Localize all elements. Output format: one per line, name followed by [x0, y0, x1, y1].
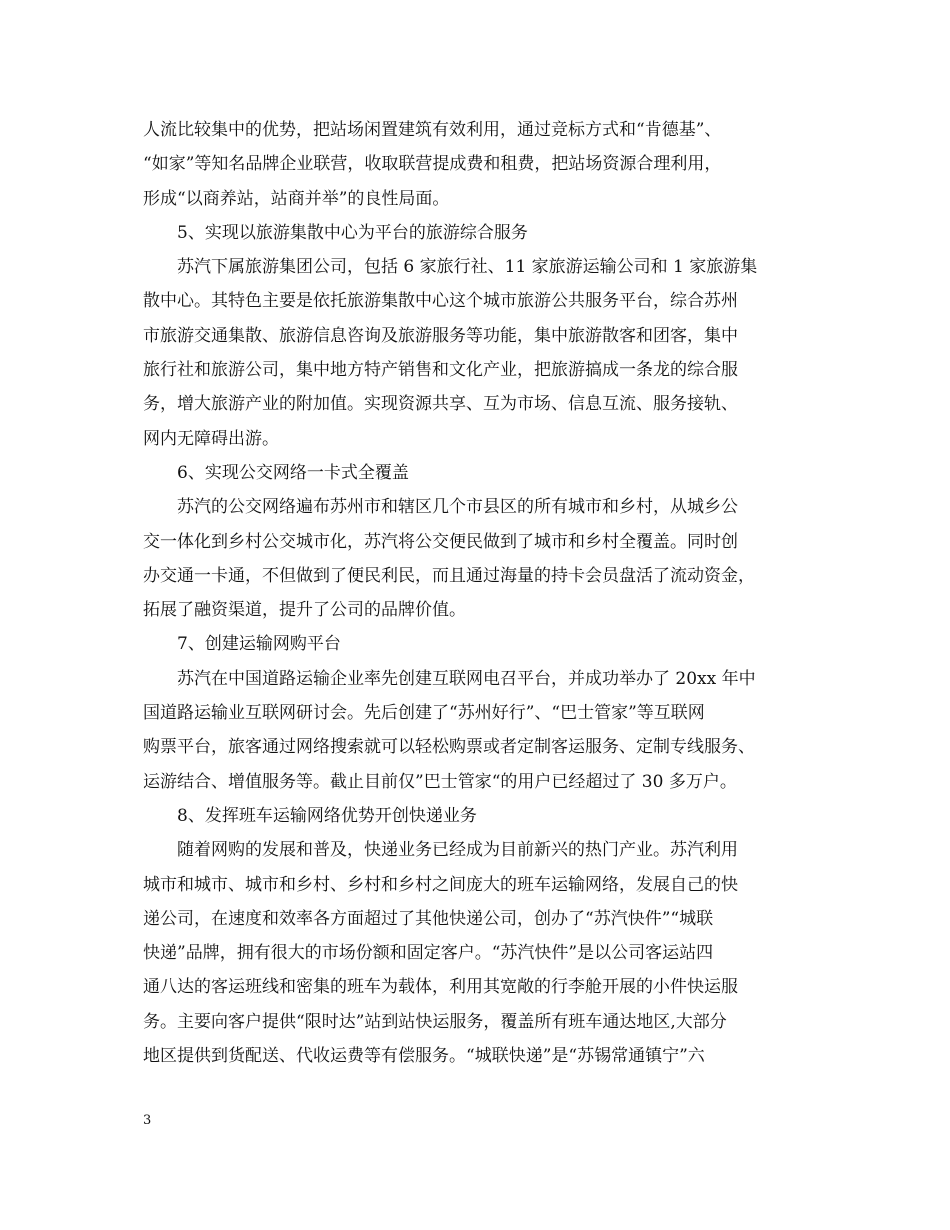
section-heading: 8、发挥班车运输网络优势开创快递业务 [177, 805, 477, 826]
text-line: 办交通一卡通，不但做到了便民利民，而且通过海量的持卡会员盘活了流动资金， [143, 565, 755, 586]
text-line: 城市和城市、城市和乡村、乡村和乡村之间庞大的班车运输网络，发展自己的快 [143, 874, 738, 895]
text-line: 务，增大旅游产业的附加值。实现资源共享、互为市场、信息互流、服务接轨、 [143, 394, 738, 415]
text-line: 旅行社和旅游公司，集中地方特产销售和文化产业，把旅游搞成一条龙的综合服 [143, 360, 738, 381]
text-line: “如家”等知名品牌企业联营，收取联营提成费和租费，把站场资源合理利用， [143, 154, 722, 175]
text-line: 快递”品牌，拥有很大的市场份额和固定客户。“苏汽快件”是以公司客运站四 [143, 943, 714, 964]
section-heading: 6、实现公交网络一卡式全覆盖 [177, 462, 409, 483]
text-line: 运游结合、增值服务等。截止目前仅”巴士管家“的用户已经超过了 30 多万户。 [143, 771, 737, 792]
section-heading: 7、创建运输网购平台 [177, 634, 341, 655]
text-line: 递公司，在速度和效率各方面超过了其他快递公司，创办了“苏汽快件”“城联 [143, 908, 714, 929]
text-line: 苏汽的公交网络遍布苏州市和辖区几个市县区的所有城市和乡村，从城乡公 [177, 497, 738, 518]
text-line: 苏汽下属旅游集团公司，包括 6 家旅行社、11 家旅游运输公司和 1 家旅游集 [177, 257, 758, 278]
text-line: 地区提供到货配送、代收运费等有偿服务。“城联快递”是“苏锡常通镇宁”六 [143, 1046, 705, 1067]
text-line: 随着网购的发展和普及，快递业务已经成为目前新兴的热门产业。苏汽利用 [177, 840, 738, 861]
body-text [143, 113, 811, 1073]
text-line: 苏汽在中国道路运输企业率先创建互联网电召平台，并成功举办了 20xx 年中 [177, 668, 756, 689]
text-line: 形成“以商养站，站商并举”的良性局面。 [143, 188, 450, 209]
text-line: 市旅游交通集散、旅游信息咨询及旅游服务等功能，集中旅游散客和团客，集中 [143, 325, 738, 346]
text-line: 务。主要向客户提供“限时达”站到站快运服务，覆盖所有班车通达地区,大部分 [143, 1011, 727, 1032]
text-line: 交一体化到乡村公交城市化，苏汽将公交便民做到了城市和乡村全覆盖。同时创 [143, 531, 738, 552]
text-line: 通八达的客运班线和密集的班车为载体，利用其宽敞的行李舱开展的小件快运服 [143, 977, 738, 998]
text-line: 购票平台，旅客通过网络搜索就可以轻松购票或者定制客运服务、定制专线服务、 [143, 737, 755, 758]
section-heading: 5、实现以旅游集散中心为平台的旅游综合服务 [177, 222, 528, 243]
page-number: 3 [143, 1113, 152, 1128]
text-line: 拓展了融资渠道，提升了公司的品牌价值。 [143, 600, 466, 621]
text-line: 散中心。其特色主要是依托旅游集散中心这个城市旅游公共服务平台，综合苏州 [143, 291, 738, 312]
text-line: 人流比较集中的优势，把站场闲置建筑有效利用，通过竞标方式和“肯德基”、 [143, 120, 722, 140]
text-line: 国道路运输业互联网研讨会。先后创建了“苏州好行”、“巴士管家”等互联网 [143, 703, 705, 724]
text-line: 网内无障碍出游。 [143, 428, 279, 449]
